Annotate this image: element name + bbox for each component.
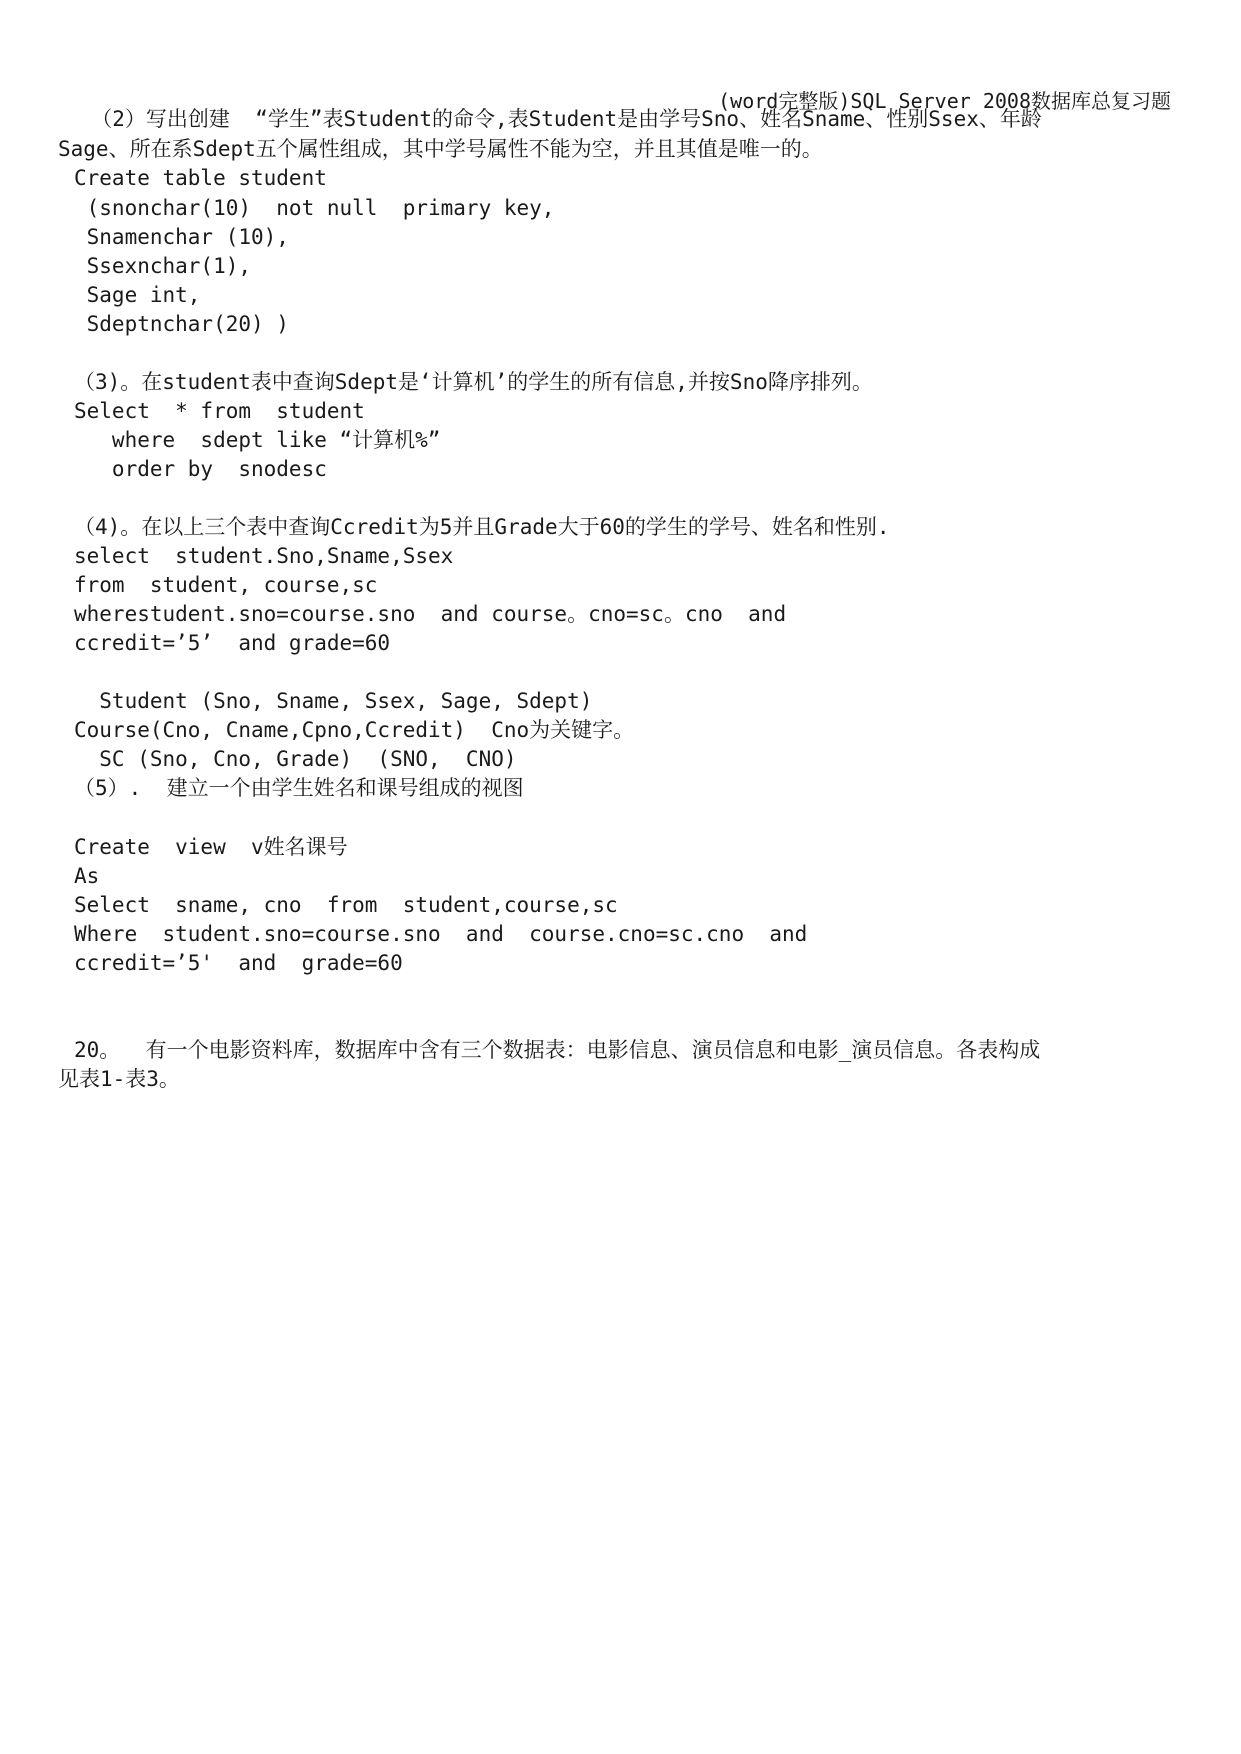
q4-code-line: select student.Sno,Sname,Ssex bbox=[74, 544, 454, 568]
q2-code-line: (snonchar(10) not null primary key, bbox=[74, 196, 555, 220]
q2-code-line: Sage int, bbox=[74, 283, 201, 307]
q5-code-line: Create view v姓名课号 bbox=[74, 835, 348, 859]
q20-line1: 20。 有一个电影资料库，数据库中含有三个数据表：电影信息、演员信息和电影_演员信息。各表构成 bbox=[74, 1038, 1041, 1062]
q5-code-line: Select sname, cno from student,course,sc bbox=[74, 893, 618, 917]
page-header: (word完整版)SQL Server 2008数据库总复习题 bbox=[718, 89, 1171, 113]
q2-code-line: Sdeptnchar(20) ) bbox=[74, 312, 289, 336]
q4-code-line: ccredit=’5’ and grade=60 bbox=[74, 631, 391, 655]
q5-question: （5）. 建立一个由学生姓名和课号组成的视图 bbox=[74, 776, 524, 800]
q5-code-line: As bbox=[74, 864, 100, 888]
schema-line: Student (Sno, Sname, Ssex, Sage, Sdept) bbox=[74, 689, 593, 713]
q4-question: （4)。在以上三个表中查询Ccredit为5并且Grade大于60的学生的学号、姓名和性别. bbox=[74, 515, 890, 539]
q2-question-line1: （2）写出创建 “学生”表Student的命令,表Student是由学号Sno、姓名Sname、性别Ssex、年龄 bbox=[66, 107, 1042, 131]
schema-line: Course(Cno, Cname,Cpno,Ccredit) Cno为关键字。 bbox=[74, 718, 635, 742]
q5-code-line: ccredit=’5' and grade=60 bbox=[74, 951, 403, 975]
q3-code-line: where sdept like “计算机%” bbox=[74, 428, 441, 452]
q3-code-line: order by snodesc bbox=[74, 457, 327, 481]
q2-code-line: Create table student bbox=[74, 166, 327, 190]
q2-code-line: Ssexnchar(1), bbox=[74, 254, 252, 278]
q4-code-line: from student, course,sc bbox=[74, 573, 378, 597]
q5-code-line: Where student.sno=course.sno and course.cno=sc.cno and bbox=[74, 922, 808, 946]
q2-question-line2: Sage、所在系Sdept五个属性组成，其中学号属性不能为空，并且其值是唯一的。 bbox=[58, 137, 823, 161]
q20-line2: 见表1-表3。 bbox=[58, 1067, 180, 1091]
q3-question: （3)。在student表中查询Sdept是‘计算机’的学生的所有信息,并按Sno降序排列。 bbox=[74, 370, 873, 394]
q2-code-line: Snamenchar (10), bbox=[74, 225, 289, 249]
q3-code-line: Select * from student bbox=[74, 399, 365, 423]
q4-code-line: wherestudent.sno=course.sno and course。cno=sc。cno and bbox=[74, 602, 787, 626]
schema-line: SC (Sno, Cno, Grade) (SNO, CNO) bbox=[74, 747, 517, 771]
